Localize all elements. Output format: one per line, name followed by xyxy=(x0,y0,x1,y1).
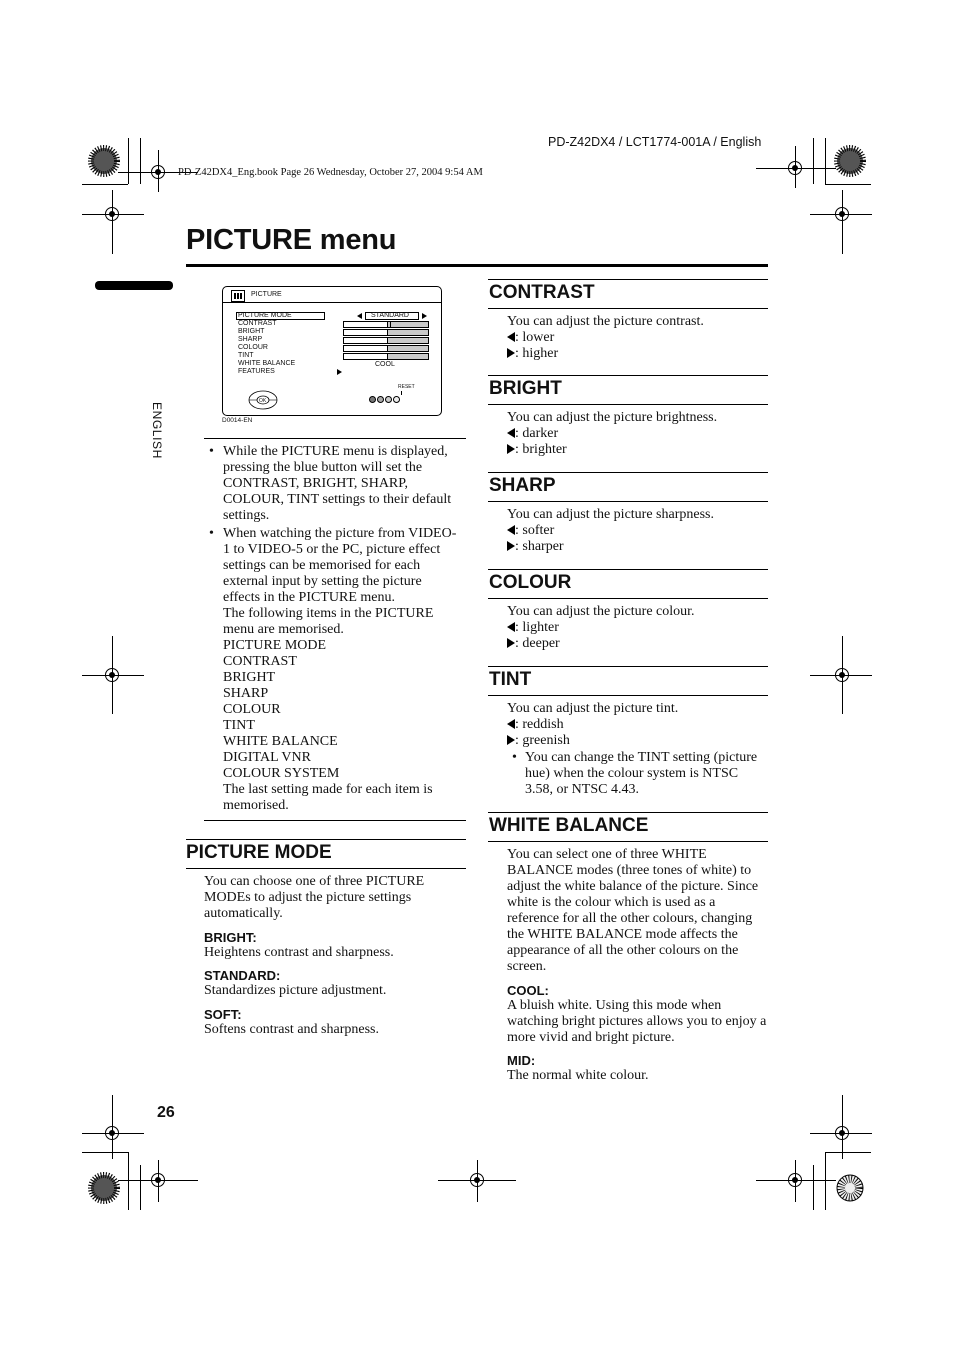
section-tab-bar xyxy=(95,281,173,290)
white-balance-top-rule xyxy=(488,812,768,813)
mode-soft-name: SOFT: xyxy=(204,1007,242,1022)
osd-bar-sharp xyxy=(343,337,429,344)
figure-code: D0014-EN xyxy=(222,417,253,424)
page-number: 26 xyxy=(157,1104,175,1121)
tint-right-row: : greenish xyxy=(507,733,570,749)
osd-bar-bright xyxy=(343,329,429,336)
book-info-line: PD-Z42DX4_Eng.book Page 26 Wednesday, October 27, 2004 9:54 AM xyxy=(178,167,483,178)
right-triangle-icon xyxy=(507,444,515,454)
osd-item-contrast: CONTRAST xyxy=(238,320,277,327)
osd-ok-label: OK xyxy=(259,398,267,404)
left-triangle-icon xyxy=(507,428,515,438)
sharp-bottom-rule xyxy=(488,501,768,502)
colour-heading: COLOUR xyxy=(489,572,572,593)
bright-right-row: : brighter xyxy=(507,442,567,458)
osd-mode-value: STANDARD xyxy=(371,312,409,319)
yellow-button-icon xyxy=(385,396,392,403)
bright-top-rule xyxy=(488,375,768,376)
picture-mode-bottom-rule xyxy=(186,868,466,869)
right-triangle-icon xyxy=(507,348,515,358)
side-language-label: ENGLISH xyxy=(150,402,164,459)
sharp-heading: SHARP xyxy=(489,475,556,496)
red-button-icon xyxy=(369,396,376,403)
white-balance-bottom-rule xyxy=(488,841,768,842)
sharp-right-row: : sharper xyxy=(507,539,564,555)
right-arrow-icon xyxy=(422,313,427,319)
contrast-right-row: : higher xyxy=(507,346,558,362)
right-triangle-icon xyxy=(507,735,515,745)
mode-bright-name: BRIGHT: xyxy=(204,930,257,945)
bright-bottom-rule xyxy=(488,404,768,405)
colour-right-row: : deeper xyxy=(507,636,560,652)
contrast-left-row: : lower xyxy=(507,330,554,346)
tint-top-rule xyxy=(488,666,768,667)
tint-note-marker: • xyxy=(512,750,517,765)
note-bullet-1-marker: • xyxy=(209,444,214,459)
bright-heading: BRIGHT xyxy=(489,378,562,399)
contrast-intro: You can adjust the picture contrast. xyxy=(507,314,704,329)
sharp-top-rule xyxy=(488,472,768,473)
contrast-bottom-rule xyxy=(488,308,768,309)
left-triangle-icon xyxy=(507,332,515,342)
mode-standard-desc: Standardizes picture adjustment. xyxy=(204,983,387,998)
osd-item-picture-mode: PICTURE MODE xyxy=(238,312,292,319)
features-arrow-icon xyxy=(337,369,342,375)
left-triangle-icon xyxy=(507,719,515,729)
title-rule xyxy=(186,264,768,267)
note-bullet-2-marker: • xyxy=(209,526,214,541)
wb-cool-desc: A bluish white. Using this mode when watching bright pictures allows you to enjoy a more vivid and bright picture. xyxy=(507,998,767,1045)
tint-intro: You can adjust the picture tint. xyxy=(507,701,679,716)
notes-top-rule xyxy=(204,438,466,439)
osd-bar-tint xyxy=(343,353,429,360)
tint-bottom-rule xyxy=(488,695,768,696)
picture-mode-heading: PICTURE MODE xyxy=(186,842,332,863)
contrast-top-rule xyxy=(488,279,768,280)
tint-note: You can change the TINT setting (picture hue) when the colour system is NTSC 3.58, or NTSC 4.43. xyxy=(525,750,758,797)
wb-mid-desc: The normal white colour. xyxy=(507,1068,649,1083)
colour-left-row: : lighter xyxy=(507,620,559,636)
left-triangle-icon xyxy=(507,525,515,535)
left-triangle-icon xyxy=(507,622,515,632)
osd-bar-colour xyxy=(343,345,429,352)
osd-white-balance-value: COOL xyxy=(375,361,395,368)
white-balance-heading: WHITE BALANCE xyxy=(489,815,649,836)
colour-intro: You can adjust the picture colour. xyxy=(507,604,695,619)
wb-cool-name: COOL: xyxy=(507,983,549,998)
bright-intro: You can adjust the picture brightness. xyxy=(507,410,718,425)
osd-item-sharp: SHARP xyxy=(238,336,263,343)
tint-left-row: : reddish xyxy=(507,717,564,733)
picture-menu-illustration xyxy=(222,286,442,416)
tint-heading: TINT xyxy=(489,669,532,690)
osd-menu-title: PICTURE xyxy=(251,291,282,298)
sharp-intro: You can adjust the picture sharpness. xyxy=(507,507,714,522)
left-arrow-icon xyxy=(357,313,362,319)
osd-item-white-balance: WHITE BALANCE xyxy=(238,360,296,367)
colour-top-rule xyxy=(488,569,768,570)
osd-item-tint: TINT xyxy=(238,352,254,359)
picture-menu-icon xyxy=(231,290,245,302)
colour-bottom-rule xyxy=(488,598,768,599)
mode-standard-name: STANDARD: xyxy=(204,968,281,983)
osd-item-colour: COLOUR xyxy=(238,344,268,351)
osd-item-bright: BRIGHT xyxy=(238,328,265,335)
white-balance-intro: You can select one of three WHITE BALANCE modes (three tones of white) to adjust the white balance of the picture. Since white is the colour which is used as a reference for all the other colours, changing the WHITE BALANCE mode affects the appearance of all the other colours on the screen. xyxy=(507,847,759,974)
right-triangle-icon xyxy=(507,638,515,648)
contrast-heading: CONTRAST xyxy=(489,282,595,303)
page-title: PICTURE menu xyxy=(186,224,397,256)
osd-bar-contrast xyxy=(343,321,429,328)
document-id: PD-Z42DX4 / LCT1774-001A / English xyxy=(548,135,762,149)
mode-soft-desc: Softens contrast and sharpness. xyxy=(204,1022,379,1037)
notes-bottom-rule xyxy=(204,820,466,821)
wb-mid-name: MID: xyxy=(507,1053,536,1068)
sharp-left-row: : softer xyxy=(507,523,554,539)
mode-bright-desc: Heightens contrast and sharpness. xyxy=(204,945,394,960)
osd-item-features: FEATURES xyxy=(238,368,275,375)
note-bullet-2: When watching the picture from VIDEO- 1 to VIDEO-5 or the PC, picture effect settings can be memorised for each external input by setting the picture effects in the PICTURE menu. The following items in the PICTURE menu are memorised. PICTURE MODE CONTRAST BRIGHT SHARP COLOUR TINT WHITE BALANCE DIGITAL VNR COLOUR SYSTEM The last setting made for each item is memorised. xyxy=(223,526,457,813)
picture-mode-intro: You can choose one of three PICTURE MODEs to adjust the picture settings automatically. xyxy=(204,874,425,921)
picture-mode-top-rule xyxy=(186,839,466,840)
blue-button-icon xyxy=(393,396,400,403)
note-bullet-1: While the PICTURE menu is displayed, pressing the blue button will set the CONTRAST, BRIGHT, SHARP, COLOUR, TINT settings to their default settings. xyxy=(223,444,452,523)
osd-reset-label: RESET xyxy=(398,384,415,390)
right-triangle-icon xyxy=(507,541,515,551)
bright-left-row: : darker xyxy=(507,426,558,442)
green-button-icon xyxy=(377,396,384,403)
